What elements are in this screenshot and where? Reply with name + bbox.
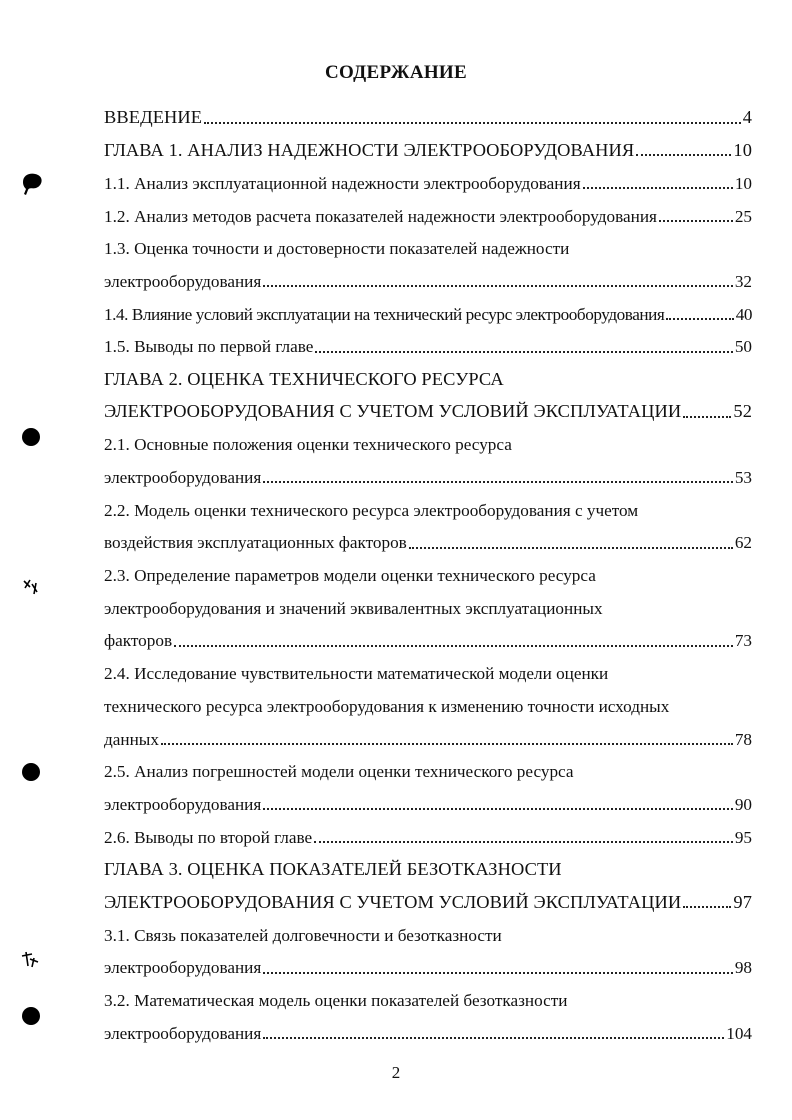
- toc-entry: [104, 623, 752, 656]
- toc-leader-dots: [659, 219, 733, 222]
- toc-entry-text: воздействия эксплуатационных факторов: [104, 533, 407, 553]
- toc-entry-text: 2.2. Модель оценки технического ресурса электрооборудования с учетом: [104, 500, 639, 520]
- toc-page-number: 4: [742, 107, 752, 128]
- toc-entry: [104, 329, 752, 362]
- toc-leader-dots: [666, 317, 733, 320]
- toc-entry: [104, 1015, 752, 1048]
- page-title: СОДЕРЖАНИЕ: [325, 62, 467, 83]
- toc-entry-text: ГЛАВА 1. АНАЛИЗ НАДЕЖНОСТИ ЭЛЕКТРООБОРУДОВАНИЯ: [104, 139, 635, 160]
- toc-entry: [104, 558, 752, 591]
- toc-entry-text: электрооборудования: [104, 958, 262, 978]
- toc-page-number: 53: [734, 468, 752, 488]
- toc-page-number: 90: [734, 794, 752, 814]
- table-of-contents: [104, 100, 752, 1048]
- toc-entry: [104, 688, 752, 721]
- toc-entry: [104, 917, 752, 950]
- toc-page-number: 78: [734, 729, 752, 749]
- toc-leader-dots: [683, 905, 731, 908]
- toc-leader-dots: [409, 546, 733, 549]
- toc-entry: [104, 721, 752, 754]
- toc-entry-text: 2.3. Определение параметров модели оценки технического ресурса: [104, 566, 596, 586]
- toc-leader-dots: [683, 415, 731, 418]
- toc-entry-text: электрооборудования: [104, 794, 262, 814]
- toc-leader-dots: [583, 186, 733, 189]
- toc-entry: [104, 656, 752, 689]
- toc-entry-text: электрооборудования: [104, 468, 262, 488]
- toc-entry-text: ЭЛЕКТРООБОРУДОВАНИЯ С УЧЕТОМ УСЛОВИЙ ЭКСПЛУАТАЦИИ: [104, 401, 682, 422]
- toc-entry: [104, 296, 752, 329]
- toc-entry-text: 2.4. Исследование чувствительности математической модели оценки: [104, 664, 609, 684]
- toc-page-number: 52: [733, 401, 752, 422]
- toc-leader-dots: [174, 644, 733, 647]
- toc-entry-text: 2.6. Выводы по второй главе: [104, 827, 313, 847]
- toc-entry: [104, 754, 752, 787]
- toc-entry-text: факторов: [104, 631, 173, 651]
- toc-page-number: 10: [734, 173, 752, 193]
- toc-page-number: 97: [733, 891, 752, 912]
- toc-entry-text: электрооборудования и значений эквивалентных эксплуатационных: [104, 598, 603, 618]
- toc-leader-dots: [263, 480, 733, 483]
- toc-entry: [104, 525, 752, 558]
- toc-leader-dots: [263, 284, 733, 287]
- toc-leader-dots: [315, 350, 732, 353]
- toc-entry: [104, 263, 752, 296]
- toc-leader-dots: [161, 742, 733, 745]
- toc-entry-text: 1.2. Анализ методов расчета показателей надежности электрооборудования: [104, 206, 657, 226]
- toc-page-number: 40: [735, 304, 752, 324]
- toc-entry: [104, 950, 752, 983]
- toc-entry-text: данных: [104, 729, 159, 749]
- page-number: 2: [391, 1063, 401, 1082]
- toc-entry-text: электрооборудования: [104, 271, 262, 291]
- binder-hole-mark: [22, 428, 40, 446]
- toc-entry: [104, 786, 752, 819]
- toc-entry-text: 3.1. Связь показателей долговечности и безотказности: [104, 925, 502, 945]
- toc-entry: [104, 983, 752, 1016]
- toc-entry-text: 3.2. Математическая модель оценки показателей безотказности: [104, 991, 568, 1011]
- scan-artifact-mark: [22, 578, 40, 601]
- toc-entry: [104, 362, 752, 395]
- toc-entry: [104, 819, 752, 852]
- toc-entry: [104, 231, 752, 264]
- toc-page-number: 62: [734, 533, 752, 553]
- toc-entry: [104, 100, 752, 133]
- toc-entry-text: ВВЕДЕНИЕ: [104, 107, 203, 128]
- toc-entry: [104, 133, 752, 166]
- toc-entry-text: 1.4. Влияние условий эксплуатации на технический ресурс электрооборудования: [104, 304, 665, 324]
- scan-artifact-mark: [20, 950, 40, 975]
- toc-entry-text: 2.1. Основные положения оценки технического ресурса: [104, 435, 512, 455]
- toc-entry-text: ГЛАВА 2. ОЦЕНКА ТЕХНИЧЕСКОГО РЕСУРСА: [104, 368, 504, 389]
- toc-leader-dots: [636, 153, 731, 156]
- toc-entry-text: технического ресурса электрооборудования к изменению точности исходных: [104, 696, 670, 716]
- toc-page-number: 10: [733, 139, 752, 160]
- toc-leader-dots: [314, 840, 733, 843]
- toc-entry-text: 2.5. Анализ погрешностей модели оценки технического ресурса: [104, 762, 574, 782]
- toc-leader-dots: [263, 971, 733, 974]
- toc-entry: [104, 427, 752, 460]
- toc-entry: [104, 852, 752, 885]
- toc-entry: [104, 165, 752, 198]
- toc-page-number: 32: [734, 271, 752, 291]
- toc-page-number: 73: [734, 631, 752, 651]
- toc-entry: [104, 460, 752, 493]
- toc-entry: [104, 198, 752, 231]
- binder-hole-mark: [22, 1007, 40, 1025]
- toc-entry: [104, 394, 752, 427]
- toc-page-number: 104: [726, 1023, 752, 1043]
- toc-leader-dots: [204, 121, 741, 124]
- binder-hole-mark: [22, 763, 40, 781]
- toc-page-number: 50: [734, 337, 752, 357]
- toc-page-number: 98: [734, 958, 752, 978]
- toc-leader-dots: [263, 807, 733, 810]
- toc-entry: [104, 492, 752, 525]
- toc-entry-text: 1.1. Анализ эксплуатационной надежности электрооборудования: [104, 173, 581, 193]
- toc-leader-dots: [263, 1036, 724, 1039]
- toc-entry-text: ЭЛЕКТРООБОРУДОВАНИЯ С УЧЕТОМ УСЛОВИЙ ЭКСПЛУАТАЦИИ: [104, 891, 682, 912]
- toc-page-number: 25: [734, 206, 752, 226]
- toc-entry: [104, 590, 752, 623]
- binder-hole-mark: [20, 170, 46, 201]
- toc-entry-text: электрооборудования: [104, 1023, 262, 1043]
- toc-page-number: 95: [734, 827, 752, 847]
- toc-entry-text: 1.5. Выводы по первой главе: [104, 337, 314, 357]
- toc-entry: [104, 885, 752, 918]
- toc-entry-text: ГЛАВА 3. ОЦЕНКА ПОКАЗАТЕЛЕЙ БЕЗОТКАЗНОСТИ: [104, 859, 562, 880]
- toc-entry-text: 1.3. Оценка точности и достоверности показателей надежности: [104, 239, 570, 259]
